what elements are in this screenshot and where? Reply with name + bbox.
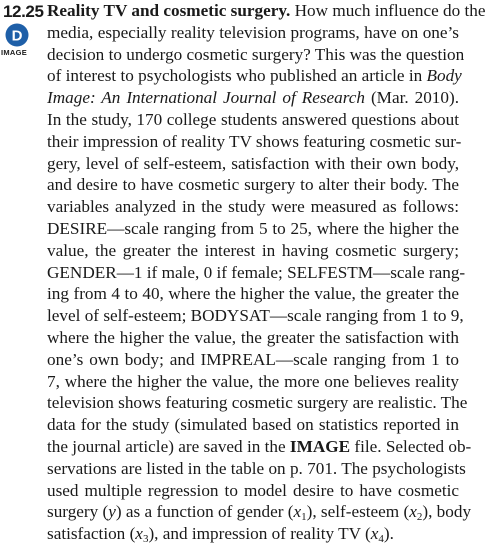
var-y: y (108, 502, 116, 522)
text-line: media, especially reality television programs, have on one’s (47, 22, 459, 42)
data-file-icon (5, 23, 29, 47)
text-line: and desire to have cosmetic surgery to alter their body. The (47, 175, 459, 195)
text-line: of interest to psychologists who published an article in Body (47, 66, 462, 86)
data-file-label: IMAGE (1, 48, 28, 57)
text-line: variables analyzed in the study were measured as follows: (47, 197, 459, 217)
text-line: television shows featuring cosmetic surgery are realistic. The (47, 393, 468, 413)
text-line: the journal article) are saved in the IMAGE file. Selected ob- (47, 436, 472, 456)
text-line: used multiple regression to model desire to have cosmetic (47, 480, 459, 500)
text-line: decision to undergo cosmetic surgery? This was the question (47, 44, 465, 64)
text-line: DESIRE—scale ranging from 5 to 25, where the higher the (47, 218, 459, 238)
text-line: data for the study (simulated based on statistics reported in (47, 415, 459, 435)
exercise-text (47, 0, 486, 545)
text-line: Reality TV and cosmetic surgery. How much influence do the (47, 1, 486, 20)
journal-name: Body (426, 66, 462, 86)
text-line: one’s own body; and IMPREAL—scale ranging from 1 to (47, 349, 459, 369)
text-line: where the higher the value, the greater the satisfaction with (47, 327, 459, 347)
var-x3: $x_3$ (135, 524, 149, 545)
file-name: IMAGE (289, 436, 351, 456)
text-line: their impression of reality TV shows featuring cosmetic sur- (47, 131, 462, 151)
text-line: ing from 4 to 40, where the higher the value, the greater the (47, 284, 459, 304)
exercise-title: Reality TV and cosmetic surgery. (47, 1, 291, 20)
var-x1: $x_1$ (293, 502, 307, 524)
text-line: satisfaction $(x_3)$, and impression of reality TV $(x_4)$. (47, 524, 394, 545)
exercise-number: 12.25 (3, 2, 44, 21)
badge-letter: D (11, 27, 23, 45)
text-line: surgery (y) as a function of gender $(x_1)$, self-esteem $(x_2)$, body (47, 502, 472, 524)
text-line: In the study, 170 college students answered questions about (47, 109, 459, 129)
journal-date: (Mar. 2010). (365, 88, 459, 108)
var-x4: $x_4$ (370, 524, 384, 545)
journal-name-cont: Image: An International Journal of Research (47, 88, 366, 108)
text-line: GENDER—1 if male, 0 if female; SELFESTM—scale rang- (47, 262, 466, 282)
text-line: value, the greater the interest in having cosmetic surgery; (47, 240, 459, 260)
text-line: level of self-esteem; BODYSAT—scale ranging from 1 to 9, (47, 306, 464, 326)
text-line: servations are listed in the table on p. 701. The psychologists (47, 458, 466, 478)
text-line: gery, level of self-esteem, satisfaction with their own body, (47, 153, 459, 173)
var-x2: $x_2$ (409, 502, 423, 524)
text-line: 7, where the higher the value, the more one believes reality (47, 371, 459, 391)
text-line (47, 87, 459, 109)
